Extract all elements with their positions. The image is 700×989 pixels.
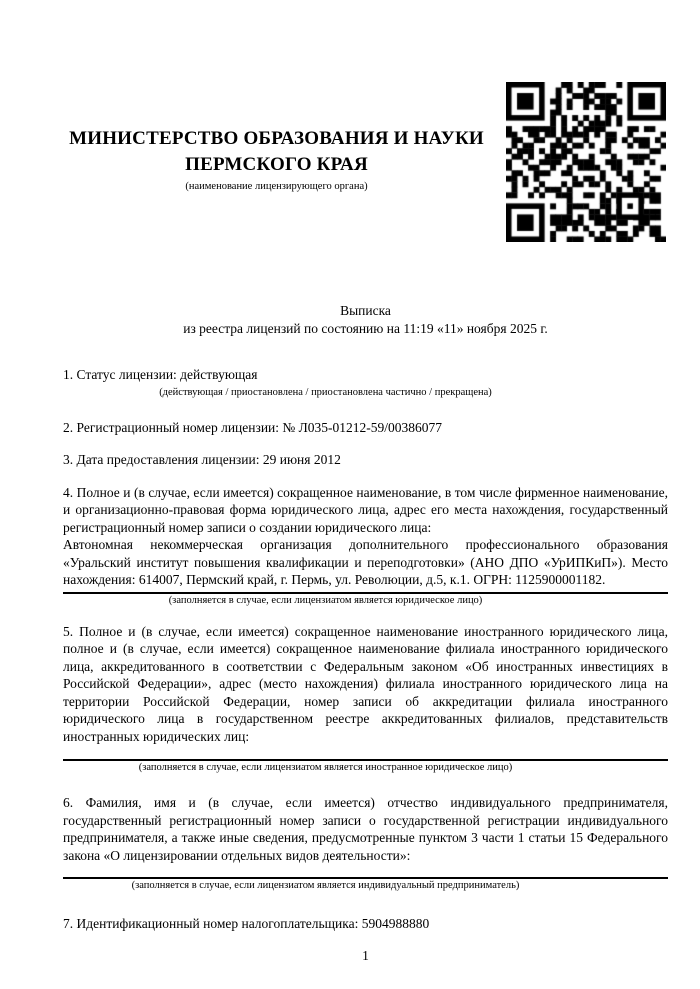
grant-date-line: 3. Дата предоставления лицензии: 29 июня 2012 [63,452,341,467]
foreign-entity-caption-wrap [63,761,588,774]
document-title: Выписка [340,303,391,318]
status-caption-wrap [63,386,588,399]
taxpayer-id-line: 7. Идентификационный номер налогоплательщика: 5904988880 [63,916,430,931]
qr-code-icon [506,82,666,242]
page-number: 1 [362,947,369,963]
authority-field-caption: (наименование лицензирующего органа) [185,181,368,192]
issuing-authority-name [63,126,490,178]
legal-entity-label: 4. Полное и (в случае, если имеется) сокращенное наименование, в том числе фирменное наименование, и организационно-правовая форма юридического лица, адрес его места нахождения, государственный регистрационный номер записи о создании юридического лица: [63,484,668,535]
ministry-name-line2: ПЕРМСКОГО КРАЯ [185,154,368,175]
legal-entity-value: Автономная некоммерческая организация дополнительного профессионального образования «Уральский институт повышения квалификации и переподготовки» (АНО ДПО «УрИПКиП»). Место нахождения: 614007, Пермский край, г. Пермь, ул. Революции, д.5, к.1. ОГРН: 1125900001182. [63,537,668,587]
letterhead [63,126,490,193]
foreign-entity-caption: (заполняется в случае, если лицензиатом является иностранное юридическое лицо) [138,762,513,773]
entrepreneur-label: 6. Фамилия, имя и (в случае, если имеется) отчество индивидуального предпринимателя, государственный регистрационный номер записи о государственной регистрации индивидуального предпринимателя, а также иные сведения, предусмотренные пунктом 3 части 1 статьи 15 Федерального закона «О лицензировании отдельных видов деятельности»: [63,795,668,863]
foreign-entity-label: 5. Полное и (в случае, если имеется) сокращенное наименование иностранного юридического лица, полное и (в случае, если имеется) сокращенное наименование филиала иностранного юридического лица, аккредитованного в соответствии с Федеральным законом «Об иностранных инвестициях в Российской Федерации», адрес (место нахождения) филиала иностранного юридического лица на территории Российской Федерации, номер записи об аккредитации филиала иностранного юридического лица в государственном реестре аккредитованных филиалов, представительств иностранных юридических лиц: [63,623,668,744]
status-options-caption: (действующая / приостановлена / приостановлена частично / прекращена) [159,386,492,398]
legal-entity-caption: (заполняется в случае, если лицензиатом является юридическое лицо) [168,594,483,606]
entrepreneur-caption: (заполняется в случае, если лицензиатом является индивидуальный предприниматель) [131,880,520,891]
license-status-line: 1. Статус лицензии: действующая [63,367,258,382]
legal-entity-caption-wrap [63,594,588,607]
registration-number-line: 2. Регистрационный номер лицензии: № Л035-01212-59/00386077 [63,419,443,435]
entrepreneur-caption-wrap [63,879,588,892]
ministry-name-line1: МИНИСТЕРСТВО ОБРАЗОВАНИЯ И НАУКИ [69,128,484,149]
document-body [63,302,668,964]
document-subtitle: из реестра лицензий по состоянию на 11:19 «11» ноября 2025 г. [183,320,548,336]
